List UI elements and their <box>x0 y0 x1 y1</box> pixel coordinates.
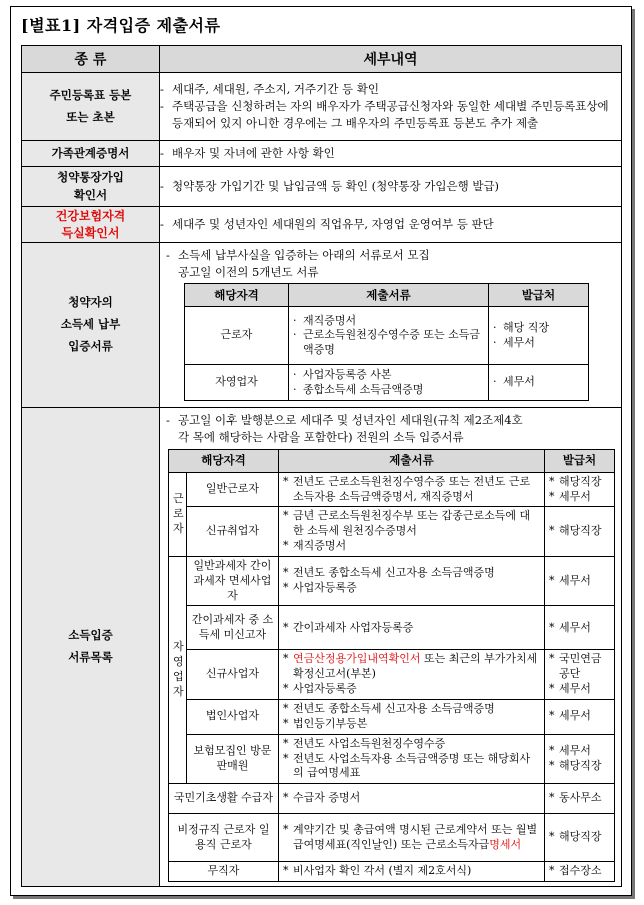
qualification: 신규사업자 <box>187 650 279 700</box>
documents: * 비사업자 확인 각서 (별지 제2호서식) <box>279 862 545 882</box>
sub-row <box>185 307 589 365</box>
sub-row <box>169 814 615 862</box>
issuer: * 접수장소 <box>545 862 615 882</box>
qualification: 법인사업자 <box>187 699 279 734</box>
issuer: * 세무서 * 해당직장 <box>545 734 615 784</box>
row-details: - 소득세 납부사실을 입증하는 아래의 서류로서 모집 공고일 이전의 5개년도 서류 해당자격 제출서류 발급처 근로자 · 재직증명서 · 근로소득원천징수영수증 또는 소득금액증명 · 해당 직장 · 세무서 자영업자 · 사업자등록증 사본 · 종합소득세 소득금액증명 · 세무서 <box>160 243 622 408</box>
row-label: 주민등록표 등본 또는 초본 <box>22 73 160 141</box>
issuer: * 해당직장 <box>545 507 615 557</box>
documents: * 간이과세자 사업자등록증 <box>279 606 545 650</box>
detail-text: 세대주 및 성년자인 세대원의 직업유무, 자영업 운영여부 등 판단 <box>172 217 494 232</box>
table-row <box>22 207 622 243</box>
table-row <box>22 243 622 408</box>
income-tax-subtable <box>184 283 589 401</box>
documents: * 전년도 근로소득원천징수영수증 또는 전년도 근로소득자용 소득금액증명서, 재직증명서 <box>279 472 545 507</box>
detail-text: 청약통장 가입기간 및 납입금액 등 확인 (청약통장 가입은행 발급) <box>172 179 500 194</box>
row-label: 가족관계증명서 <box>22 141 160 167</box>
detail-text: 소득세 납부사실을 입증하는 아래의 서류로서 모집 <box>178 248 430 262</box>
documents: * 전년도 종합소득세 신고자용 소득금액증명 * 사업자등록증 <box>279 556 545 606</box>
sub-row <box>169 472 615 507</box>
qualification: 국민기초생활 수급자 <box>169 784 279 814</box>
sub-header: 발급처 <box>545 449 615 472</box>
sub-row <box>169 507 615 557</box>
issuer: * 세무서 <box>545 606 615 650</box>
sub-row <box>169 650 615 700</box>
issuer: * 세무서 <box>545 699 615 734</box>
qualification: 보험모집인 방문판매원 <box>187 734 279 784</box>
document-page <box>10 6 632 896</box>
row-details: - 공고일 이후 발행분으로 세대주 및 성년자인 세대원(규칙 제2조제4호 각 목에 해당하는 사람을 포함한다) 전원의 소득 입증서류 해당자격 제출서류 발급처 근 로 자 일반근로자 * 전년도 근로소득원천징수영수증 또는 전년도 근로소득자용 소득금액증명서, 재직증명서 * 해당직장 * 세무서 신규취업자 * 금년 근로소득원천징수부 또는 갑종근로소득에 대한 소득세 원천징수증명서 * 재직증명서 * 해당직장 자 영 업 자 일반과세자 간이과세자 면세사업자 * 전년도 종합소득세 신고자용 소득금액증명 * 사업자등록증 * 세무서 간이과세자 중 소득세 미신고자 * 간이과세자 사업자등록증 * 세무서 신규사업자 * 연금산정용가입내역확인서 또는 최근의 부가가치세 확정신고서(부본) * 사업자등록증 * 국민연금공단 * 세무서 법인사업자 * 전년도 종합소득세 신고자용 소득금액증명 * 법인등기부등본 * 세무서 보험모집인 방문판매원 * 전년도 사업소득원천징수영수증 * 전년도 사업소득자용 소득금액증명 또는 해당회사의 급여명세표 * 세무서 * 해당직장 국민기초생활 수급자 * 수급자 증명서 * 동사무소 비정규직 근로자 일용직 근로자 * 계약기간 및 총급여액 명시된 근로계약서 또는 월별급여명세표(직인날인) 또는 근로소득자급명세서 * 해당직장 무직자 * 비사업자 확인 각서 (별지 제2호서식) * 접수장소 <box>160 408 622 887</box>
highlight-text: 명세서 <box>489 837 522 851</box>
sub-header: 제출서류 <box>289 284 489 307</box>
documents: * 계약기간 및 총급여액 명시된 근로계약서 또는 월별급여명세표(직인날인) 또는 근로소득자급명세서 <box>279 814 545 862</box>
issuer: · 세무서 <box>489 365 589 401</box>
issuer: * 국민연금공단 * 세무서 <box>545 650 615 700</box>
documents: * 수급자 증명서 <box>279 784 545 814</box>
sub-row <box>169 734 615 784</box>
detail-text: 공고일 이전의 5개년도 서류 <box>178 264 319 279</box>
detail-text: 주택공급을 신청하려는 자의 배우자가 주택공급신청자와 동일한 세대별 주민등록표상에 등재되어 있지 아니한 경우에는 그 배우자의 주민등록표 등본도 추가 제출 <box>172 99 609 130</box>
qualification: 무직자 <box>169 862 279 882</box>
highlight-text: 연금산정용가입내역확인서 <box>293 652 421 666</box>
row-label-highlight: 건강보험자격 득실확인서 <box>22 207 160 243</box>
row-label: 소득입증 서류목록 <box>22 408 160 887</box>
detail-text: 각 목에 해당하는 사람을 포함한다) 전원의 소득 입증서류 <box>178 430 464 445</box>
qualification: 일반근로자 <box>187 472 279 507</box>
document-title: [별표1] 자격입증 제출서류 <box>21 16 221 35</box>
qualification: 근로자 <box>185 307 289 365</box>
header-details: 세부내역 <box>160 46 622 73</box>
documents: * 연금산정용가입내역확인서 또는 최근의 부가가치세 확정신고서(부본) * 사업자등록증 <box>279 650 545 700</box>
sub-header: 제출서류 <box>279 449 545 472</box>
row-details: - 세대주, 세대원, 주소지, 거주기간 등 확인 - 주택공급을 신청하려는 자의 배우자가 주택공급신청자와 동일한 세대별 주민등록표상에 등재되어 있지 아니한 경우에는 그 배우자의 주민등록표 등본도 추가 제출 <box>160 73 622 141</box>
sub-header: 해당자격 <box>169 449 279 472</box>
documents: * 금년 근로소득원천징수부 또는 갑종근로소득에 대한 소득세 원천징수증명서 * 재직증명서 <box>279 507 545 557</box>
row-label: 청약자의 소득세 납부 입증서류 <box>22 243 160 408</box>
row-details: - 청약통장 가입기간 및 납입금액 등 확인 (청약통장 가입은행 발급) <box>160 167 622 207</box>
table-row <box>22 141 622 167</box>
detail-text: 공고일 이후 발행분으로 세대주 및 성년자인 세대원(규칙 제2조제4호 <box>178 413 523 428</box>
qualification: 일반과세자 간이과세자 면세사업자 <box>187 556 279 606</box>
issuer: * 세무서 <box>545 556 615 606</box>
qualification: 신규취업자 <box>187 507 279 557</box>
issuer: · 해당 직장 · 세무서 <box>489 307 589 365</box>
documents: * 전년도 사업소득원천징수영수증 * 전년도 사업소득자용 소득금액증명 또는 해당회사의 급여명세표 <box>279 734 545 784</box>
documents: · 재직증명서 · 근로소득원천징수영수증 또는 소득금액증명 <box>289 307 489 365</box>
row-details: - 세대주 및 성년자인 세대원의 직업유무, 자영업 운영여부 등 판단 <box>160 207 622 243</box>
group-self-employed: 자 영 업 자 <box>169 556 187 783</box>
sub-row <box>169 699 615 734</box>
table-header-row <box>22 46 622 73</box>
detail-text: 배우자 및 자녀에 관한 사항 확인 <box>172 146 335 161</box>
submission-table <box>21 45 622 887</box>
sub-row <box>169 862 615 882</box>
sub-row <box>185 365 589 401</box>
row-details: - 배우자 및 자녀에 관한 사항 확인 <box>160 141 622 167</box>
table-row <box>22 73 622 141</box>
sub-row <box>169 606 615 650</box>
qualification: 비정규직 근로자 일용직 근로자 <box>169 814 279 862</box>
qualification: 자영업자 <box>185 365 289 401</box>
header-type: 종 류 <box>22 46 160 73</box>
issuer: * 해당직장 <box>545 814 615 862</box>
sub-header: 발급처 <box>489 284 589 307</box>
income-proof-subtable <box>168 449 615 883</box>
detail-text: 세대주, 세대원, 주소지, 거주기간 등 확인 <box>172 82 379 97</box>
sub-header: 해당자격 <box>185 284 289 307</box>
documents: · 사업자등록증 사본 · 종합소득세 소득금액증명 <box>289 365 489 401</box>
table-row <box>22 167 622 207</box>
group-worker: 근 로 자 <box>169 472 187 556</box>
sub-row <box>169 556 615 606</box>
sub-row <box>169 784 615 814</box>
table-row <box>22 408 622 887</box>
row-label: 청약통장가입 확인서 <box>22 167 160 207</box>
issuer: * 해당직장 * 세무서 <box>545 472 615 507</box>
documents: * 전년도 종합소득세 신고자용 소득금액증명 * 법인등기부등본 <box>279 699 545 734</box>
issuer: * 동사무소 <box>545 784 615 814</box>
qualification: 간이과세자 중 소득세 미신고자 <box>187 606 279 650</box>
